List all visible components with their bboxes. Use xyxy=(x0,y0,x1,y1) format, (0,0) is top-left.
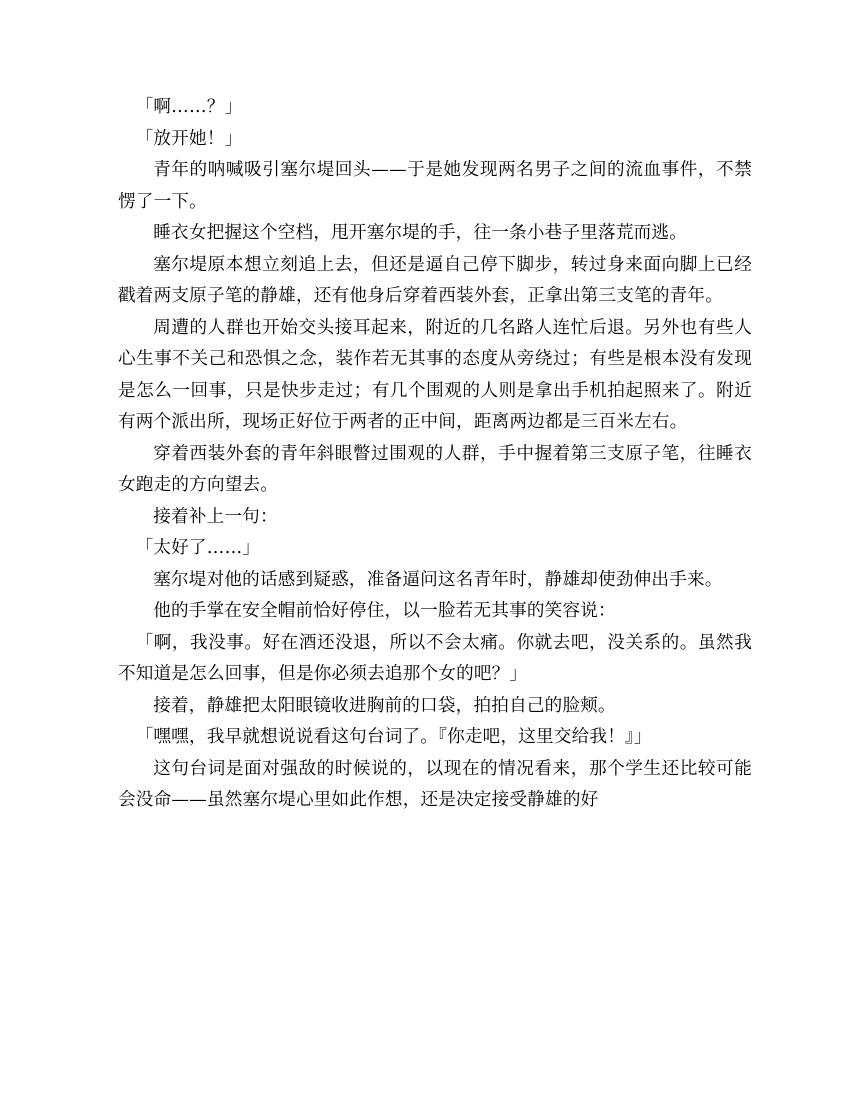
paragraph: 「啊……？」 xyxy=(135,97,243,117)
paragraph: 青年的呐喊吸引塞尔堤回头——于是她发现两名男子之间的流血事件，不禁愣了一下。 xyxy=(118,160,752,212)
paragraph: 「啊，我没事。好在酒还没退，所以不会太痛。你就去吧，没关系的。虽然我不知道是怎么回事，但是你必须去追那个女的吧？」 xyxy=(118,632,752,684)
document-body xyxy=(118,92,752,817)
paragraph: 周遭的人群也开始交头接耳起来，附近的几名路人连忙后退。另外也有些人心生事不关己和恐惧之念，装作若无其事的态度从旁绕过；有些是根本没有发现是怎么一回事，只是快步走过；有几个围观的人则是拿出手机拍起照来了。附近有两个派出所，现场正好位于两者的正中间，距离两边都是三百米左右。 xyxy=(118,317,752,432)
paragraph: 塞尔堤原本想立刻追上去，但还是逼自己停下脚步，转过身来面向脚上已经戳着两支原子笔的静雄，还有他身后穿着西装外套，正拿出第三支笔的青年。 xyxy=(118,254,752,306)
paragraph: 接着补上一句： xyxy=(153,506,278,527)
paragraph: 塞尔堤对他的话感到疑惑，准备逼问这名青年时，静雄却使劲伸出手来。 xyxy=(153,569,723,590)
paragraph: 这句台词是面对强敌的时候说的，以现在的情况看来，那个学生还比较可能会没命——虽然塞尔堤心里如此作想，还是决定接受静雄的好 xyxy=(118,758,752,810)
paragraph: 睡衣女把握这个空档，甩开塞尔堤的手，往一条小巷子里落荒而逃。 xyxy=(153,223,688,243)
paragraph: 「嘿嘿，我早就想说说看这句台词了。『你走吧，这里交给我！』」 xyxy=(135,727,652,747)
paragraph: 他的手掌在安全帽前恰好停住，以一脸若无其事的笑容说： xyxy=(153,601,616,621)
paragraph: 接着，静雄把太阳眼镜收进胸前的口袋，拍拍自己的脸颊。 xyxy=(153,695,616,716)
paragraph: 「太好了……」 xyxy=(135,538,261,558)
paragraph: 穿着西装外套的青年斜眼瞥过围观的人群，手中握着第三支原子笔，往睡衣女跑走的方向望去。 xyxy=(118,443,752,495)
paragraph: 「放开她！」 xyxy=(135,128,243,149)
